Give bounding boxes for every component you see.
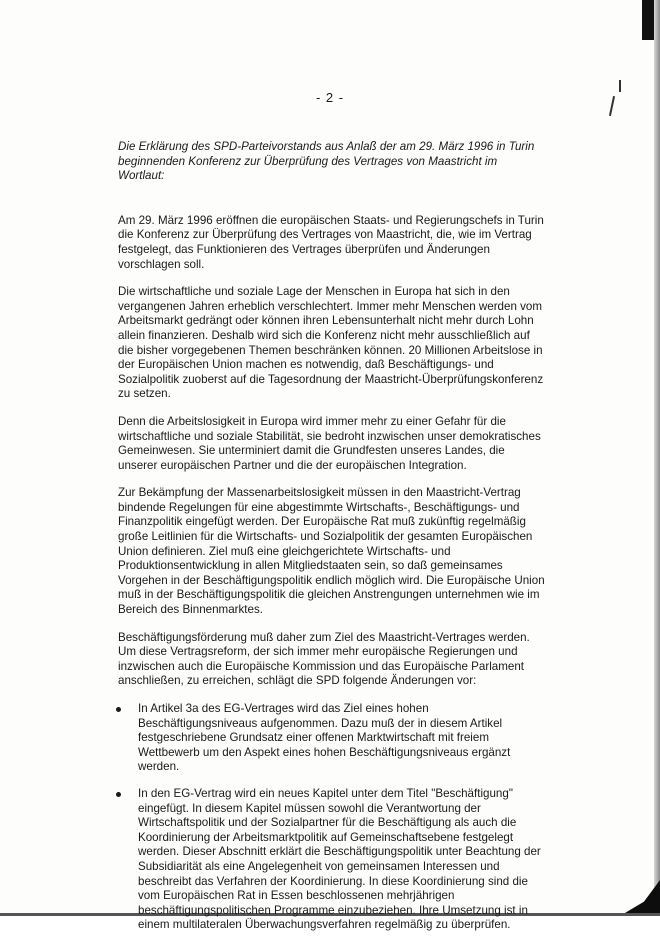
intro-text: Die Erklärung des SPD-Parteivorstands aus Anlaß der am 29. März 1996 in Turin beginnenden Konferenz zur Überprüfung des Vertrages von Maastricht im Wortlaut: xyxy=(118,140,535,183)
proposal-list xyxy=(118,702,546,933)
bullet-icon xyxy=(116,792,121,797)
scan-edge-right xyxy=(654,0,660,916)
paragraph: Zur Bekämpfung der Massenarbeitslosigkeit müssen in den Maastricht-Vertrag bindende Regelungen für eine abgestimmte Wirtschafts-, Beschäftigungs- und Finanzpolitik eingefügt werden. Der Europäische Rat muß zukünftig regelmäßig große Leitlinien für die Wirtschafts- und Sozialpolitik der gesamten Europäischen Union definieren. Ziel muß eine gleichgerichtete Wirtschafts- und Produktionsentwicklung in allen Mitgliedstaaten sein, so daß gemeinsames Vorgehen in der Beschäftigungspolitik endlich möglich wird. Die Europäische Union muß in der Beschäftigungspolitik die gleichen Anstrengungen unternehmen wie im Bereich des Binnenmarktes. xyxy=(118,486,545,617)
list-item xyxy=(116,787,546,933)
paragraph: Beschäftigungsförderung muß daher zum Ziel des Maastricht-Vertrages werden. Um diese Vertragsreform, der sich immer mehr europäische Regierungen und inzwischen auch die Europäische Kommission und das Europäische Parlament anschließen, zu erreichen, schlägt die SPD folgende Änderungen vor: xyxy=(118,630,530,688)
paragraph: Die wirtschaftliche und soziale Lage der Menschen in Europa hat sich in den vergangenen Jahren erheblich verschlechtert. Immer mehr Menschen werden vom Arbeitsmarkt gedrängt oder können ihren Lebensunterhalt nicht mehr durch Lohn allein finanzieren. Deshalb wird sich die Konferenz nicht mehr ausschließlich auf die bisher vorgegebenen Themen beschränken können. 20 Millionen Arbeitslose in der Europäischen Union machen es notwendig, daß Beschäftigungs- und Sozialpolitik zuoberst auf die Tagesordnung der Maastricht-Überprüfungskonferenz zu setzen. xyxy=(118,285,544,401)
list-item-text: In den EG-Vertrag wird ein neues Kapitel unter dem Titel "Beschäftigung" eingefügt. In diesem Kapitel müssen sowohl die Verantwortung der Wirtschaftspolitik und der Sozialpartner für die Beschäftigung als auch die Koordinierung der Arbeitsmarktpolitik auf Gemeinschaftsebene festgelegt werden. Dieser Abschnitt erklärt die Beschäftigungspolitik unter Beachtung der Subsidiarität als eine Angelegenheit von gemeinsamen Interessen und beschreibt das Verfahren der Koordinierung. In diese Koordinierung sind die vom Europäischen Rat in Essen beschlossenen mehrjährigen beschäftigungspolitischen Programme einzubeziehen. Ihre Umsetzung ist in einem multilateralen Überwachungsverfahren regelmäßig zu überprüfen. xyxy=(138,786,541,932)
bullet-icon xyxy=(116,707,121,712)
document-body xyxy=(118,140,546,945)
list-item xyxy=(116,702,546,775)
paragraph: Am 29. März 1996 eröffnen die europäischen Staats- und Regierungschefs in Turin die Konferenz zur Überprüfung des Vertrages von Maastricht, die, wie im Vertrag festgelegt, das Funktionieren des Vertrages überprüfen und Änderungen vorschlagen soll. xyxy=(118,213,544,271)
paragraph: Denn die Arbeitslosigkeit in Europa wird immer mehr zu einer Gefahr für die wirtschaftliche und soziale Stabilität, sie bedroht inzwischen unser demokratisches Gemeinwesen. Sie unterminiert damit die Grundfesten unseres Landes, die unserer europäischen Partner und die der europäischen Integration. xyxy=(118,414,541,472)
list-item-text: In Artikel 3a des EG-Vertrages wird das Ziel eines hohen Beschäftigungsniveaus aufgenommen. Dazu muß der in diesem Artikel festgeschriebene Grundsatz einer offenen Marktwirtschaft mit freiem Wettbewerb um den Aspekt eines hohen Beschäftigungsniveaus ergänzt werden. xyxy=(138,702,511,774)
page-number: - 2 - xyxy=(315,90,345,105)
